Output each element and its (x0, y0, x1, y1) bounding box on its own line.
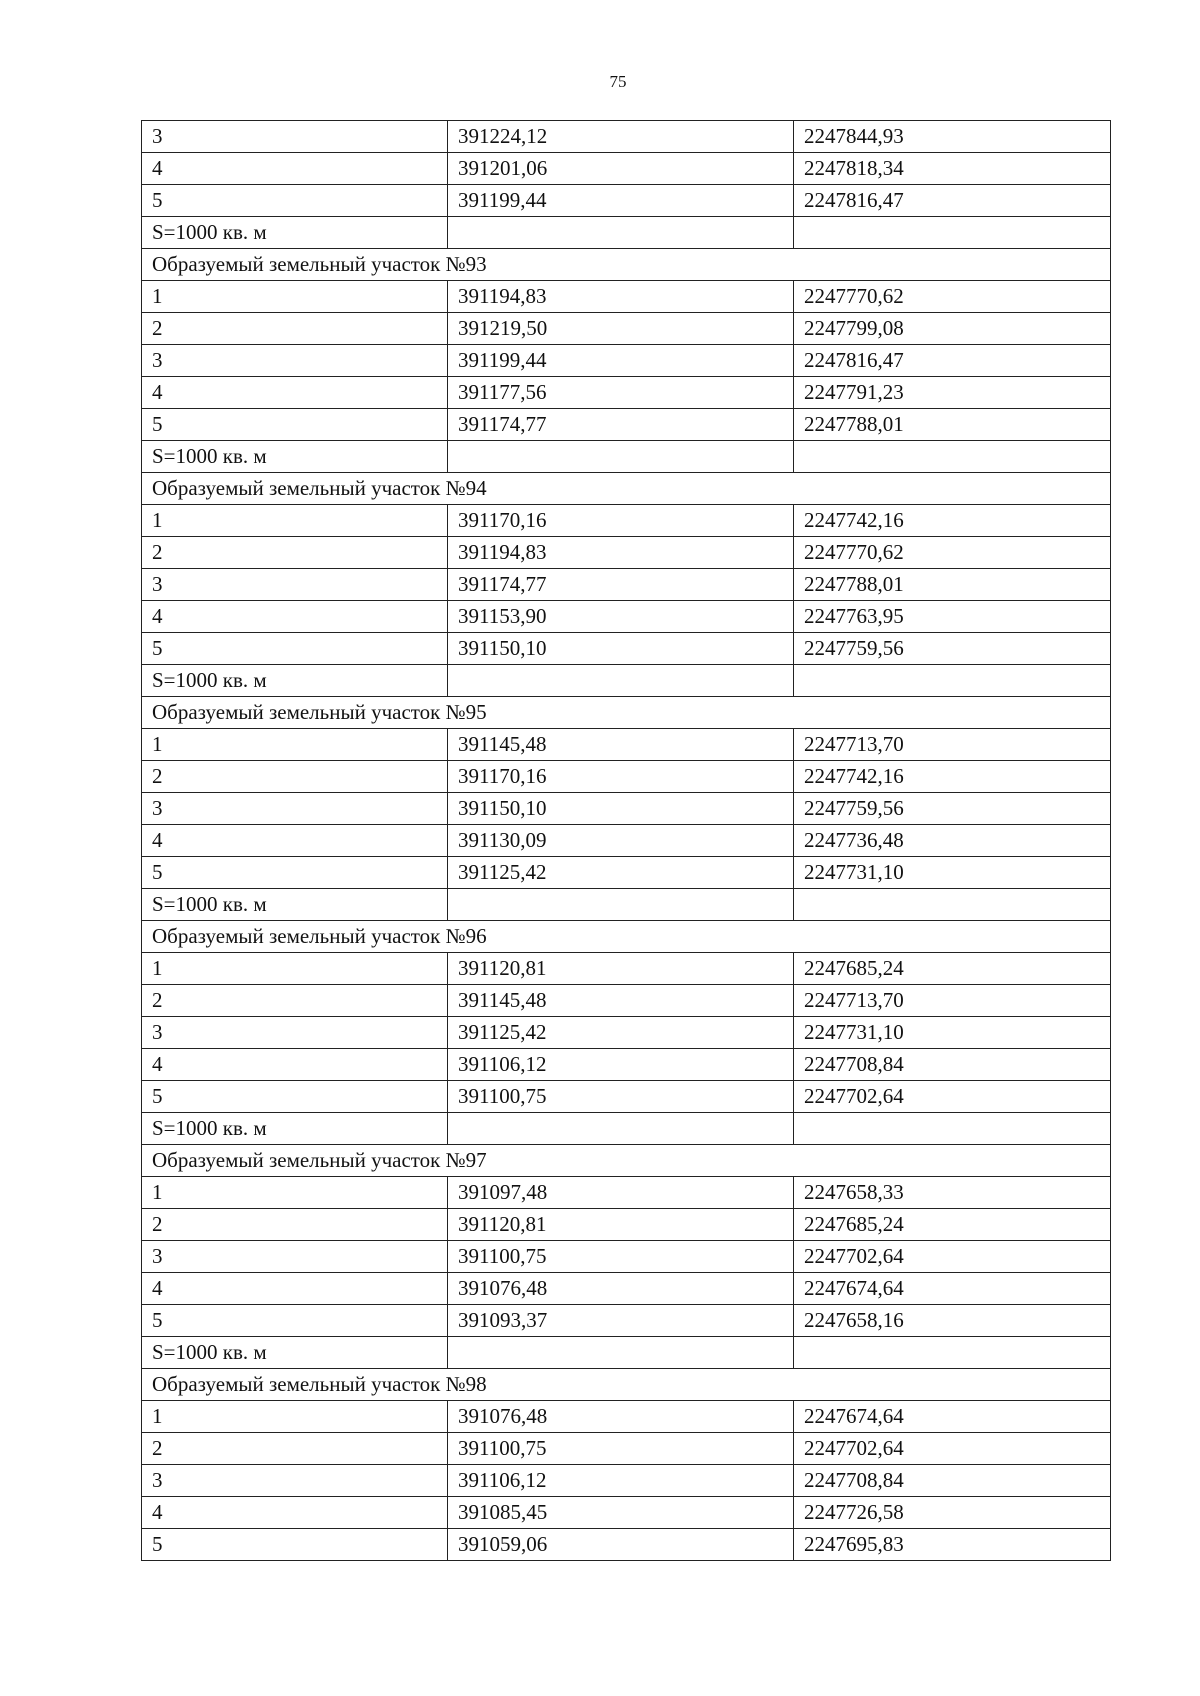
point-number-cell: 1 (142, 505, 448, 537)
table-row (142, 1209, 1111, 1241)
x-coordinate-cell: 391145,48 (448, 729, 794, 761)
point-number-cell: 1 (142, 1401, 448, 1433)
point-number-cell: 1 (142, 729, 448, 761)
y-coordinate-cell: 2247674,64 (794, 1401, 1111, 1433)
y-coordinate-cell: 2247736,48 (794, 825, 1111, 857)
y-coordinate-cell: 2247702,64 (794, 1081, 1111, 1113)
y-coordinate-cell: 2247763,95 (794, 601, 1111, 633)
empty-cell (794, 1337, 1111, 1369)
point-number-cell: 4 (142, 377, 448, 409)
area-row (142, 1113, 1111, 1145)
plot-header-cell: Образуемый земельный участок №96 (142, 921, 1111, 953)
y-coordinate-cell: 2247742,16 (794, 761, 1111, 793)
point-number-cell: 5 (142, 409, 448, 441)
table-row (142, 537, 1111, 569)
table-row (142, 505, 1111, 537)
table-row (142, 825, 1111, 857)
y-coordinate-cell: 2247685,24 (794, 1209, 1111, 1241)
empty-cell (794, 217, 1111, 249)
y-coordinate-cell: 2247818,34 (794, 153, 1111, 185)
y-coordinate-cell: 2247731,10 (794, 857, 1111, 889)
point-number-cell: 3 (142, 1465, 448, 1497)
point-number-cell: 2 (142, 1209, 448, 1241)
table-row (142, 1497, 1111, 1529)
x-coordinate-cell: 391150,10 (448, 793, 794, 825)
y-coordinate-cell: 2247708,84 (794, 1465, 1111, 1497)
point-number-cell: 2 (142, 985, 448, 1017)
point-number-cell: 4 (142, 153, 448, 185)
x-coordinate-cell: 391224,12 (448, 121, 794, 153)
point-number-cell: 5 (142, 633, 448, 665)
table-row (142, 1401, 1111, 1433)
point-number-cell: 1 (142, 1177, 448, 1209)
empty-cell (448, 665, 794, 697)
plot-header-row (142, 473, 1111, 505)
table-row (142, 1529, 1111, 1561)
x-coordinate-cell: 391194,83 (448, 281, 794, 313)
table-row (142, 313, 1111, 345)
area-row (142, 217, 1111, 249)
area-cell: S=1000 кв. м (142, 1113, 448, 1145)
point-number-cell: 3 (142, 569, 448, 601)
y-coordinate-cell: 2247770,62 (794, 281, 1111, 313)
x-coordinate-cell: 391120,81 (448, 953, 794, 985)
plot-header-cell: Образуемый земельный участок №94 (142, 473, 1111, 505)
table-row (142, 601, 1111, 633)
x-coordinate-cell: 391219,50 (448, 313, 794, 345)
plot-header-cell: Образуемый земельный участок №95 (142, 697, 1111, 729)
x-coordinate-cell: 391100,75 (448, 1241, 794, 1273)
table-row (142, 953, 1111, 985)
point-number-cell: 4 (142, 1497, 448, 1529)
point-number-cell: 4 (142, 601, 448, 633)
y-coordinate-cell: 2247726,58 (794, 1497, 1111, 1529)
plot-header-row (142, 697, 1111, 729)
x-coordinate-cell: 391125,42 (448, 1017, 794, 1049)
table-row (142, 409, 1111, 441)
x-coordinate-cell: 391153,90 (448, 601, 794, 633)
y-coordinate-cell: 2247759,56 (794, 793, 1111, 825)
y-coordinate-cell: 2247791,23 (794, 377, 1111, 409)
plot-header-row (142, 1145, 1111, 1177)
plot-header-row (142, 249, 1111, 281)
table-row (142, 729, 1111, 761)
y-coordinate-cell: 2247695,83 (794, 1529, 1111, 1561)
point-number-cell: 2 (142, 313, 448, 345)
x-coordinate-cell: 391174,77 (448, 409, 794, 441)
table-row (142, 857, 1111, 889)
coordinates-table (141, 120, 1111, 1561)
coordinates-table-body (142, 121, 1111, 1561)
x-coordinate-cell: 391106,12 (448, 1049, 794, 1081)
point-number-cell: 1 (142, 281, 448, 313)
plot-header-row (142, 921, 1111, 953)
y-coordinate-cell: 2247658,16 (794, 1305, 1111, 1337)
y-coordinate-cell: 2247713,70 (794, 985, 1111, 1017)
y-coordinate-cell: 2247844,93 (794, 121, 1111, 153)
area-cell: S=1000 кв. м (142, 217, 448, 249)
point-number-cell: 5 (142, 185, 448, 217)
point-number-cell: 3 (142, 1017, 448, 1049)
table-row (142, 1177, 1111, 1209)
table-row (142, 1241, 1111, 1273)
x-coordinate-cell: 391199,44 (448, 185, 794, 217)
point-number-cell: 3 (142, 345, 448, 377)
y-coordinate-cell: 2247816,47 (794, 345, 1111, 377)
x-coordinate-cell: 391174,77 (448, 569, 794, 601)
x-coordinate-cell: 391093,37 (448, 1305, 794, 1337)
x-coordinate-cell: 391199,44 (448, 345, 794, 377)
plot-header-cell: Образуемый земельный участок №97 (142, 1145, 1111, 1177)
y-coordinate-cell: 2247799,08 (794, 313, 1111, 345)
point-number-cell: 2 (142, 761, 448, 793)
point-number-cell: 1 (142, 953, 448, 985)
y-coordinate-cell: 2247759,56 (794, 633, 1111, 665)
x-coordinate-cell: 391100,75 (448, 1433, 794, 1465)
y-coordinate-cell: 2247788,01 (794, 409, 1111, 441)
y-coordinate-cell: 2247708,84 (794, 1049, 1111, 1081)
x-coordinate-cell: 391145,48 (448, 985, 794, 1017)
x-coordinate-cell: 391059,06 (448, 1529, 794, 1561)
table-row (142, 1017, 1111, 1049)
x-coordinate-cell: 391130,09 (448, 825, 794, 857)
x-coordinate-cell: 391076,48 (448, 1273, 794, 1305)
plot-header-cell: Образуемый земельный участок №93 (142, 249, 1111, 281)
y-coordinate-cell: 2247658,33 (794, 1177, 1111, 1209)
table-row (142, 633, 1111, 665)
empty-cell (448, 1337, 794, 1369)
point-number-cell: 4 (142, 1049, 448, 1081)
point-number-cell: 5 (142, 1305, 448, 1337)
empty-cell (448, 889, 794, 921)
point-number-cell: 4 (142, 825, 448, 857)
x-coordinate-cell: 391076,48 (448, 1401, 794, 1433)
plot-header-cell: Образуемый земельный участок №98 (142, 1369, 1111, 1401)
table-row (142, 185, 1111, 217)
y-coordinate-cell: 2247731,10 (794, 1017, 1111, 1049)
y-coordinate-cell: 2247674,64 (794, 1273, 1111, 1305)
table-row (142, 793, 1111, 825)
point-number-cell: 2 (142, 1433, 448, 1465)
table-row (142, 153, 1111, 185)
x-coordinate-cell: 391100,75 (448, 1081, 794, 1113)
x-coordinate-cell: 391150,10 (448, 633, 794, 665)
x-coordinate-cell: 391170,16 (448, 761, 794, 793)
x-coordinate-cell: 391201,06 (448, 153, 794, 185)
x-coordinate-cell: 391097,48 (448, 1177, 794, 1209)
y-coordinate-cell: 2247702,64 (794, 1433, 1111, 1465)
y-coordinate-cell: 2247770,62 (794, 537, 1111, 569)
empty-cell (794, 1113, 1111, 1145)
x-coordinate-cell: 391085,45 (448, 1497, 794, 1529)
y-coordinate-cell: 2247713,70 (794, 729, 1111, 761)
table-row (142, 121, 1111, 153)
table-row (142, 569, 1111, 601)
x-coordinate-cell: 391125,42 (448, 857, 794, 889)
point-number-cell: 5 (142, 857, 448, 889)
point-number-cell: 4 (142, 1273, 448, 1305)
table-row (142, 1465, 1111, 1497)
table-row (142, 1433, 1111, 1465)
table-row (142, 1273, 1111, 1305)
table-row (142, 1305, 1111, 1337)
y-coordinate-cell: 2247685,24 (794, 953, 1111, 985)
area-row (142, 441, 1111, 473)
table-row (142, 377, 1111, 409)
empty-cell (448, 1113, 794, 1145)
point-number-cell: 3 (142, 1241, 448, 1273)
area-cell: S=1000 кв. м (142, 441, 448, 473)
empty-cell (794, 889, 1111, 921)
y-coordinate-cell: 2247816,47 (794, 185, 1111, 217)
plot-header-row (142, 1369, 1111, 1401)
area-cell: S=1000 кв. м (142, 889, 448, 921)
point-number-cell: 5 (142, 1529, 448, 1561)
point-number-cell: 2 (142, 537, 448, 569)
point-number-cell: 5 (142, 1081, 448, 1113)
x-coordinate-cell: 391170,16 (448, 505, 794, 537)
y-coordinate-cell: 2247742,16 (794, 505, 1111, 537)
area-row (142, 889, 1111, 921)
x-coordinate-cell: 391177,56 (448, 377, 794, 409)
empty-cell (794, 665, 1111, 697)
page-number: 75 (609, 72, 627, 91)
table-row (142, 345, 1111, 377)
y-coordinate-cell: 2247788,01 (794, 569, 1111, 601)
empty-cell (448, 217, 794, 249)
table-row (142, 1049, 1111, 1081)
table-row (142, 1081, 1111, 1113)
empty-cell (794, 441, 1111, 473)
point-number-cell: 3 (142, 121, 448, 153)
empty-cell (448, 441, 794, 473)
table-row (142, 985, 1111, 1017)
area-cell: S=1000 кв. м (142, 665, 448, 697)
area-row (142, 1337, 1111, 1369)
table-row (142, 761, 1111, 793)
x-coordinate-cell: 391194,83 (448, 537, 794, 569)
area-row (142, 665, 1111, 697)
area-cell: S=1000 кв. м (142, 1337, 448, 1369)
point-number-cell: 3 (142, 793, 448, 825)
y-coordinate-cell: 2247702,64 (794, 1241, 1111, 1273)
x-coordinate-cell: 391106,12 (448, 1465, 794, 1497)
x-coordinate-cell: 391120,81 (448, 1209, 794, 1241)
table-row (142, 281, 1111, 313)
